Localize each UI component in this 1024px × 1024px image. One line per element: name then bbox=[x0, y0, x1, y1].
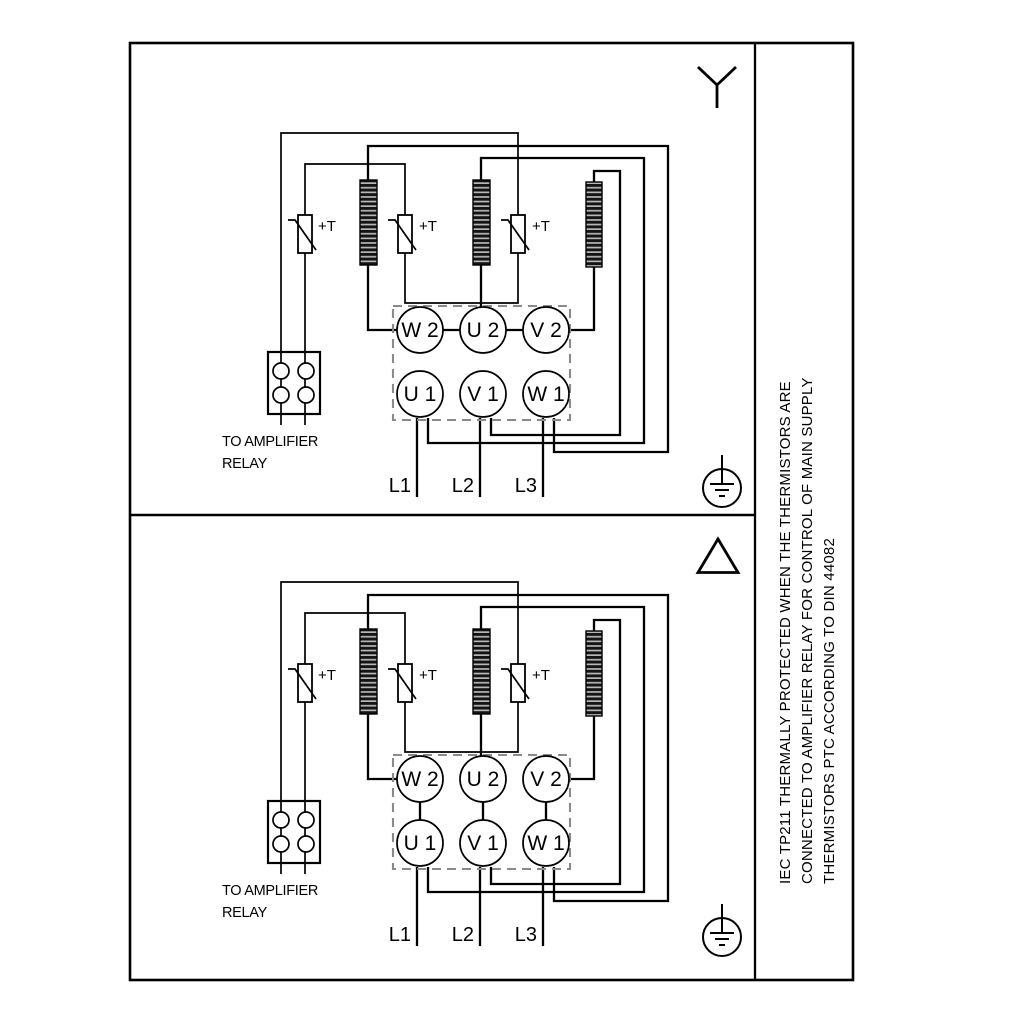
panel-star bbox=[222, 67, 741, 507]
panel-delta bbox=[222, 539, 741, 956]
side-note-line-1: IEC TP211 THERMALLY PROTECTED WHEN THE THERMISTORS ARE bbox=[777, 381, 794, 884]
delta-connection-icon bbox=[698, 539, 738, 573]
side-note bbox=[777, 377, 838, 884]
star-connection-icon bbox=[698, 67, 736, 108]
delta-column-links bbox=[420, 802, 546, 820]
circuit-copy-delta bbox=[222, 582, 741, 956]
circuit-copy-star bbox=[222, 133, 741, 507]
side-note-line-2: CONNECTED TO AMPLIFIER RELAY FOR CONTROL OF MAIN SUPPLY bbox=[799, 377, 816, 884]
side-note-line-3: THERMISTORS PTC ACCORDING TO DIN 44082 bbox=[821, 537, 838, 884]
